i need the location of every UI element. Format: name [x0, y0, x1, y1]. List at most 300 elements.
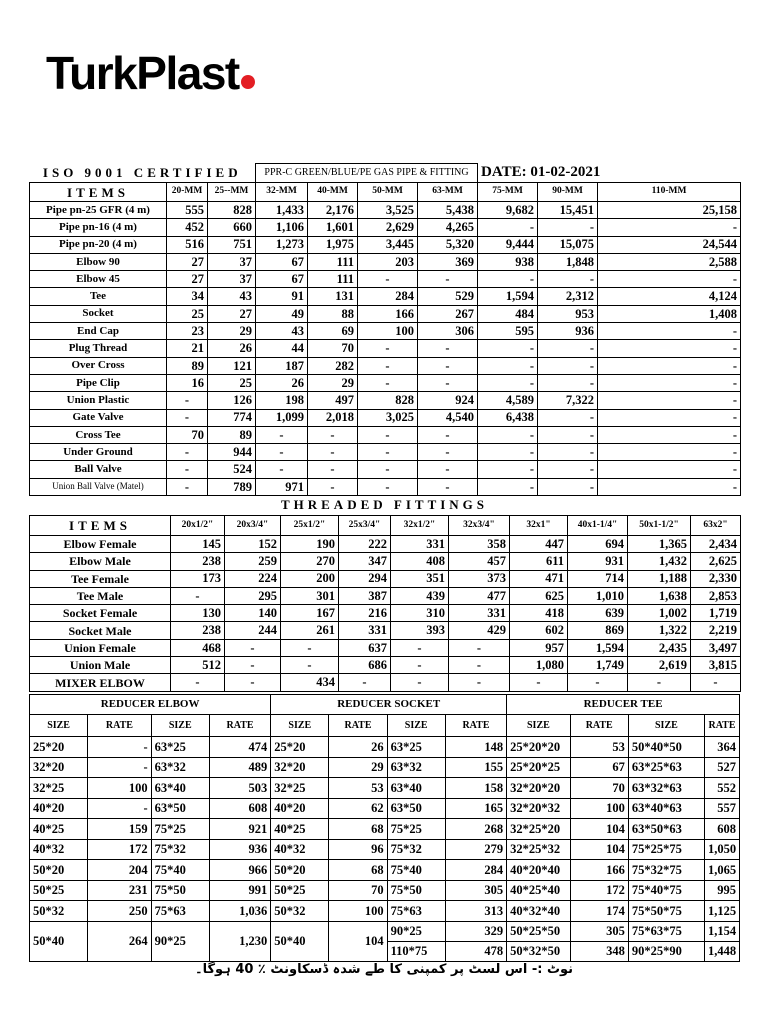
rate-cell: 231	[88, 880, 151, 901]
table-row	[30, 901, 740, 922]
price-cell: -	[171, 674, 225, 691]
rate-cell: 100	[329, 901, 387, 922]
size-cell: 63*25	[151, 737, 209, 758]
price-cell: 477	[449, 587, 510, 604]
table-row	[30, 921, 740, 941]
price-cell: 1,080	[510, 657, 568, 674]
price-cell: 44	[256, 340, 308, 357]
price-cell: 131	[308, 288, 358, 305]
size-cell: 40*25	[30, 819, 88, 840]
size-cell: 50*20	[271, 860, 329, 881]
size-cell: 40*32	[30, 839, 88, 860]
size-cell: 32*25	[30, 778, 88, 799]
item-name: MIXER ELBOW	[30, 674, 171, 691]
size-cell: 63*25*63	[628, 757, 704, 778]
size-header: SIZE	[387, 715, 445, 737]
price-cell: -	[308, 478, 358, 495]
price-cell: 216	[339, 605, 391, 622]
item-name: Union Male	[30, 657, 171, 674]
price-cell: 351	[391, 570, 449, 587]
size-cell: 32*25*20	[507, 819, 570, 840]
table-row	[30, 426, 741, 443]
price-cell: -	[391, 639, 449, 656]
rate-cell: -	[88, 737, 151, 758]
price-cell: 26	[208, 340, 256, 357]
price-cell: -	[308, 426, 358, 443]
size-cell: 50*20	[30, 860, 88, 881]
price-cell: -	[358, 340, 418, 357]
price-cell: 944	[208, 444, 256, 461]
price-cell: -	[418, 357, 478, 374]
price-cell: 457	[449, 553, 510, 570]
table-row	[30, 323, 741, 340]
price-cell: 15,451	[538, 202, 598, 219]
table-row	[30, 639, 741, 656]
size-cell: 50*40	[30, 921, 88, 961]
price-cell: 1,433	[256, 202, 308, 219]
price-cell: 301	[281, 587, 339, 604]
price-cell: -	[538, 426, 598, 443]
rate-cell: 284	[445, 860, 506, 881]
price-cell: 166	[358, 305, 418, 322]
price-cell: 2,330	[691, 570, 741, 587]
price-cell: 393	[391, 622, 449, 639]
size-cell: 75*40	[387, 860, 445, 881]
price-cell: 358	[449, 536, 510, 553]
price-cell: 294	[339, 570, 391, 587]
price-cell: 1,638	[628, 587, 691, 604]
rate-cell: 158	[445, 778, 506, 799]
table-row	[30, 478, 741, 495]
price-cell: -	[598, 409, 741, 426]
price-cell: 244	[225, 622, 281, 639]
size-column-header: 63x2"	[691, 516, 741, 536]
price-cell: -	[167, 461, 208, 478]
size-cell: 63*32	[151, 757, 209, 778]
price-cell: -	[358, 478, 418, 495]
price-cell: -	[478, 374, 538, 391]
price-cell: 224	[225, 570, 281, 587]
size-column-header: 25x3/4"	[339, 516, 391, 536]
table-row	[30, 271, 741, 288]
price-cell: 418	[510, 605, 568, 622]
size-column-header: 110-MM	[598, 183, 741, 202]
price-cell: -	[598, 392, 741, 409]
price-cell: 331	[339, 622, 391, 639]
rate-cell: 305	[570, 921, 628, 941]
size-header: SIZE	[628, 715, 704, 737]
items-header: ITEMS	[30, 183, 167, 202]
size-cell: 50*40*50	[628, 737, 704, 758]
price-cell: 187	[256, 357, 308, 374]
size-column-header: 20x3/4"	[225, 516, 281, 536]
rate-cell: 148	[445, 737, 506, 758]
price-cell: 439	[391, 587, 449, 604]
price-cell: -	[598, 444, 741, 461]
price-cell: 625	[510, 587, 568, 604]
price-cell: -	[358, 426, 418, 443]
size-cell: 75*40	[151, 860, 209, 881]
size-cell: 25*20*25	[507, 757, 570, 778]
size-cell: 110*75	[387, 941, 445, 961]
price-cell: 639	[568, 605, 628, 622]
rate-header: RATE	[329, 715, 387, 737]
price-cell: 1,749	[568, 657, 628, 674]
size-cell: 63*40	[387, 778, 445, 799]
price-cell: 29	[208, 323, 256, 340]
price-cell: 2,176	[308, 202, 358, 219]
price-cell: 5,320	[418, 236, 478, 253]
price-cell: 69	[308, 323, 358, 340]
price-cell: 452	[167, 219, 208, 236]
price-cell: 2,853	[691, 587, 741, 604]
price-cell: 152	[225, 536, 281, 553]
price-cell: 23	[167, 323, 208, 340]
table-row	[30, 461, 741, 478]
price-cell: 222	[339, 536, 391, 553]
price-cell: -	[167, 392, 208, 409]
size-header: SIZE	[271, 715, 329, 737]
price-cell: 9,682	[478, 202, 538, 219]
price-cell: -	[449, 657, 510, 674]
rate-cell: 995	[704, 880, 739, 901]
price-cell: 4,265	[418, 219, 478, 236]
price-cell: 2,619	[628, 657, 691, 674]
item-name: Gate Valve	[30, 409, 167, 426]
price-cell: -	[225, 639, 281, 656]
price-cell: 1,432	[628, 553, 691, 570]
price-cell: 529	[418, 288, 478, 305]
price-cell: 190	[281, 536, 339, 553]
size-cell: 50*32	[30, 901, 88, 922]
table-row	[30, 305, 741, 322]
size-cell: 25*20*20	[507, 737, 570, 758]
logo-dot-icon	[241, 75, 255, 89]
item-name: Pipe pn-25 GFR (4 m)	[30, 202, 167, 219]
price-cell: 4,540	[418, 409, 478, 426]
price-cell: -	[225, 674, 281, 691]
size-cell: 25*20	[30, 737, 88, 758]
price-cell: 1,322	[628, 622, 691, 639]
price-cell: 121	[208, 357, 256, 374]
table-row	[30, 288, 741, 305]
price-cell: -	[167, 444, 208, 461]
price-cell: -	[171, 587, 225, 604]
price-cell: 1,002	[628, 605, 691, 622]
price-cell: 284	[358, 288, 418, 305]
price-cell: -	[358, 444, 418, 461]
table-row	[30, 778, 740, 799]
price-cell: -	[308, 444, 358, 461]
price-cell: 259	[225, 553, 281, 570]
price-cell: 957	[510, 639, 568, 656]
rate-cell: 1,065	[704, 860, 739, 881]
size-column-header: 32x1/2"	[391, 516, 449, 536]
price-cell: 1,594	[478, 288, 538, 305]
price-cell: 306	[418, 323, 478, 340]
size-cell: 75*50	[387, 880, 445, 901]
table-row	[30, 798, 740, 819]
price-cell: 828	[358, 392, 418, 409]
price-cell: 3,525	[358, 202, 418, 219]
size-cell: 63*50*63	[628, 819, 704, 840]
size-cell: 90*25	[151, 921, 209, 961]
price-cell: 7,322	[538, 392, 598, 409]
price-cell: 261	[281, 622, 339, 639]
price-cell: -	[449, 674, 510, 691]
size-cell: 50*32	[271, 901, 329, 922]
table-row	[30, 357, 741, 374]
price-cell: -	[225, 657, 281, 674]
size-cell: 32*20	[30, 757, 88, 778]
price-cell: 1,408	[598, 305, 741, 322]
size-cell: 75*32	[151, 839, 209, 860]
price-cell: 611	[510, 553, 568, 570]
price-cell: -	[418, 426, 478, 443]
table-row	[30, 605, 741, 622]
rate-cell: 166	[570, 860, 628, 881]
rate-cell: 348	[570, 941, 628, 961]
price-cell: -	[598, 426, 741, 443]
size-column-header: 63-MM	[418, 183, 478, 202]
rate-cell: 70	[329, 880, 387, 901]
price-cell: -	[418, 461, 478, 478]
discount-note: نوٹ :- اس لسٹ پر کمپنی کا طے شدہ ڈسکاونٹ ٪ 40 ہوگا۔	[194, 962, 574, 977]
price-cell: 931	[568, 553, 628, 570]
threaded-table	[29, 515, 741, 692]
price-cell: 111	[308, 253, 358, 270]
price-cell: -	[598, 271, 741, 288]
table-row	[30, 674, 741, 691]
items-header: ITEMS	[30, 516, 171, 536]
price-cell: 295	[225, 587, 281, 604]
price-cell: -	[628, 674, 691, 691]
rate-cell: 608	[209, 798, 270, 819]
rate-cell: 1,154	[704, 921, 739, 941]
table-row	[30, 374, 741, 391]
price-cell: -	[358, 271, 418, 288]
price-cell: 373	[449, 570, 510, 587]
price-cell: 331	[449, 605, 510, 622]
size-cell: 75*63	[151, 901, 209, 922]
price-cell: 694	[568, 536, 628, 553]
rate-cell: 474	[209, 737, 270, 758]
price-cell: 434	[281, 674, 339, 691]
size-column-header: 20-MM	[167, 183, 208, 202]
table-row	[30, 839, 740, 860]
price-cell: 238	[171, 622, 225, 639]
rate-cell: 478	[445, 941, 506, 961]
price-cell: 34	[167, 288, 208, 305]
rate-cell: 268	[445, 819, 506, 840]
size-cell: 40*20	[30, 798, 88, 819]
table-row	[30, 219, 741, 236]
rate-cell: -	[88, 757, 151, 778]
price-cell: 67	[256, 253, 308, 270]
price-cell: -	[598, 478, 741, 495]
table-row	[30, 536, 741, 553]
rate-cell: 172	[570, 880, 628, 901]
size-cell: 63*40*63	[628, 798, 704, 819]
price-cell: 512	[171, 657, 225, 674]
rate-cell: 68	[329, 819, 387, 840]
price-cell: 660	[208, 219, 256, 236]
rate-header: RATE	[704, 715, 739, 737]
price-cell: -	[538, 357, 598, 374]
rate-cell: 68	[329, 860, 387, 881]
rate-cell: 966	[209, 860, 270, 881]
size-column-header: 40-MM	[308, 183, 358, 202]
item-name: Union Plastic	[30, 392, 167, 409]
size-cell: 50*25	[271, 880, 329, 901]
item-name: Pipe pn-20 (4 m)	[30, 236, 167, 253]
price-cell: 9,444	[478, 236, 538, 253]
price-cell: 270	[281, 553, 339, 570]
rate-cell: 62	[329, 798, 387, 819]
size-cell: 63*32	[387, 757, 445, 778]
price-cell: 25	[167, 305, 208, 322]
price-cell: 91	[256, 288, 308, 305]
size-column-header: 25--MM	[208, 183, 256, 202]
table-row	[30, 860, 740, 881]
size-column-header: 25x1/2"	[281, 516, 339, 536]
price-cell: 2,629	[358, 219, 418, 236]
price-cell: 1,601	[308, 219, 358, 236]
price-cell: 347	[339, 553, 391, 570]
size-cell: 75*50*75	[628, 901, 704, 922]
price-cell: 602	[510, 622, 568, 639]
price-cell: -	[538, 219, 598, 236]
price-cell: 43	[256, 323, 308, 340]
rate-cell: 527	[704, 757, 739, 778]
price-cell: 1,010	[568, 587, 628, 604]
size-column-header: 32x3/4"	[449, 516, 510, 536]
reducer-group-header: REDUCER TEE	[507, 695, 740, 715]
size-cell: 40*32*40	[507, 901, 570, 922]
price-cell: 89	[167, 357, 208, 374]
pipes-table	[29, 163, 741, 496]
rate-cell: 104	[329, 921, 387, 961]
price-cell: -	[538, 444, 598, 461]
size-header: SIZE	[151, 715, 209, 737]
price-cell: 429	[449, 622, 510, 639]
rate-cell: 313	[445, 901, 506, 922]
size-column-header: 50x1-1/2"	[628, 516, 691, 536]
price-cell: -	[167, 409, 208, 426]
rate-cell: 67	[570, 757, 628, 778]
rate-cell: -	[88, 798, 151, 819]
price-cell: 3,025	[358, 409, 418, 426]
size-cell: 75*32*75	[628, 860, 704, 881]
price-cell: 5,438	[418, 202, 478, 219]
brand-logo	[46, 47, 255, 99]
item-name: Over Cross	[30, 357, 167, 374]
size-cell: 63*32*63	[628, 778, 704, 799]
item-name: Socket	[30, 305, 167, 322]
table-row	[30, 570, 741, 587]
price-cell: -	[418, 340, 478, 357]
price-cell: 2,588	[598, 253, 741, 270]
price-cell: -	[478, 461, 538, 478]
rate-cell: 100	[88, 778, 151, 799]
table-row	[30, 737, 740, 758]
price-cell: 282	[308, 357, 358, 374]
price-cell: 3,497	[691, 639, 741, 656]
table-row	[30, 819, 740, 840]
size-cell: 32*25	[271, 778, 329, 799]
price-cell: 100	[358, 323, 418, 340]
rate-cell: 552	[704, 778, 739, 799]
item-name: Tee Female	[30, 570, 171, 587]
item-name: Socket Male	[30, 622, 171, 639]
price-cell: -	[167, 478, 208, 495]
item-name: Elbow Female	[30, 536, 171, 553]
price-cell: 88	[308, 305, 358, 322]
price-cell: -	[598, 323, 741, 340]
price-cell: 25	[208, 374, 256, 391]
price-cell: -	[598, 219, 741, 236]
size-cell: 75*25	[387, 819, 445, 840]
price-cell: -	[418, 478, 478, 495]
price-cell: 471	[510, 570, 568, 587]
price-cell: 828	[208, 202, 256, 219]
price-cell: -	[418, 374, 478, 391]
rate-header: RATE	[88, 715, 151, 737]
rate-cell: 29	[329, 757, 387, 778]
price-cell: -	[358, 357, 418, 374]
price-cell: 111	[308, 271, 358, 288]
rate-cell: 172	[88, 839, 151, 860]
reducer-group-header: REDUCER SOCKET	[271, 695, 507, 715]
price-cell: -	[538, 340, 598, 357]
price-cell: -	[538, 478, 598, 495]
price-cell: -	[538, 461, 598, 478]
size-cell: 63*50	[387, 798, 445, 819]
price-cell: 468	[171, 639, 225, 656]
price-cell: 27	[167, 253, 208, 270]
price-cell: 938	[478, 253, 538, 270]
size-cell: 50*32*50	[507, 941, 570, 961]
table-row	[30, 409, 741, 426]
price-cell: -	[478, 271, 538, 288]
item-name: Pipe pn-16 (4 m)	[30, 219, 167, 236]
rate-cell: 305	[445, 880, 506, 901]
size-cell: 75*32	[387, 839, 445, 860]
rate-cell: 174	[570, 901, 628, 922]
price-cell: 516	[167, 236, 208, 253]
size-cell: 90*25*90	[628, 941, 704, 961]
price-cell: 27	[208, 305, 256, 322]
rate-cell: 250	[88, 901, 151, 922]
price-cell: -	[308, 461, 358, 478]
rate-header: RATE	[445, 715, 506, 737]
price-cell: 4,589	[478, 392, 538, 409]
price-cell: 751	[208, 236, 256, 253]
rate-cell: 503	[209, 778, 270, 799]
price-cell: 130	[171, 605, 225, 622]
price-cell: -	[339, 674, 391, 691]
table-row	[30, 236, 741, 253]
price-cell: 1,594	[568, 639, 628, 656]
table-row	[30, 340, 741, 357]
size-cell: 32*25*32	[507, 839, 570, 860]
rate-cell: 53	[570, 737, 628, 758]
rate-cell: 1,050	[704, 839, 739, 860]
price-cell: -	[691, 674, 741, 691]
rate-cell: 608	[704, 819, 739, 840]
table-row	[30, 622, 741, 639]
price-cell: 27	[167, 271, 208, 288]
